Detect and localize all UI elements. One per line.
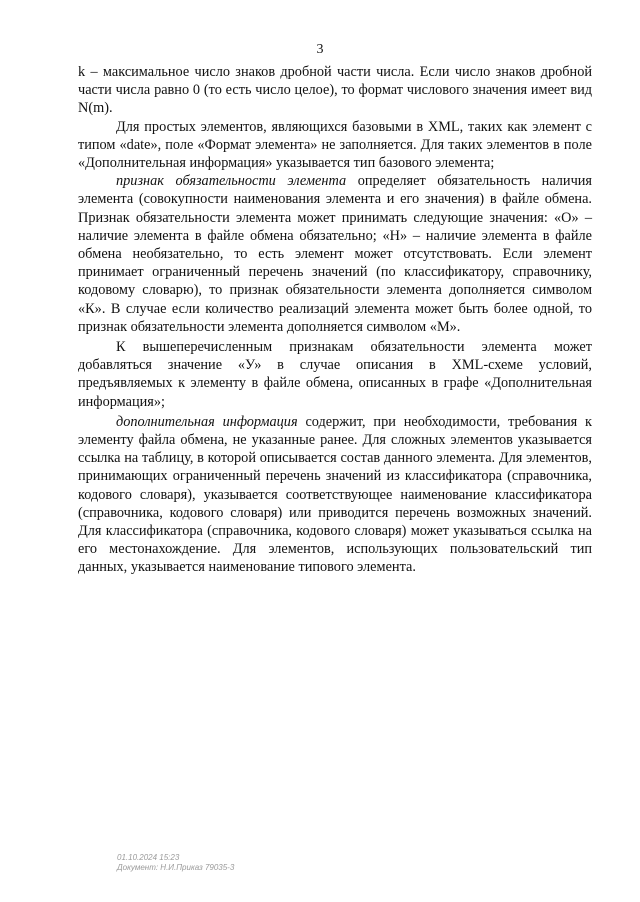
paragraph-simple-elements: Для простых элементов, являющихся базовыми в XML, таких как элемент с типом «date», поле «Формат элемента» не заполняется. Для таких элементов в поле «Дополнительная информация» указывается тип базового элемента; bbox=[78, 118, 592, 172]
term-additional-info: дополнительная информация bbox=[116, 413, 298, 430]
paragraph-format-continuation: k – максимальное число знаков дробной части числа. Если число знаков дробной части числа равно 0 (то есть число целое), то формат числового значения имеет вид N(m). bbox=[78, 64, 592, 117]
document-footer-stamp bbox=[117, 853, 234, 873]
document-body bbox=[78, 63, 592, 577]
paragraph-additional-info bbox=[78, 413, 592, 577]
obligation-sign-text: определяет обязательность наличия элемента (совокупности наименования элемента и его значения) в файле обмена. Признак обязательности элемента может принимать следующие значения: «О» – наличие элемента в файле обмена обязательно; «Н» – наличие элемента в файле обмена необязательно, то есть элемент может отсутствовать. Если элемент принимает ограниченный перечень значений (по классификатору, справочнику, кодовому словарю), то признак обязательности элемента дополняется символом «К». В случае если количество реализаций элемента может быть более одной, то признак обязательности элемента дополняется символом «М». bbox=[78, 173, 592, 335]
page-number: 3 bbox=[316, 42, 324, 57]
paragraph-obligation-sign bbox=[78, 172, 592, 336]
footer-timestamp: 01.10.2024 15:23 bbox=[117, 853, 180, 862]
additional-info-text: содержит, при необходимости, требования к элементу файла обмена, не указанные ранее. Для сложных элементов указывается ссылка на таблицу, в которой описывается состав данного элемента. Для элементов, принимающих ограниченный перечень значений из классификатора (справочника, кодового словаря), указывается соответствующее наименование классификатора (справочника, кодового словаря) или приводится перечень возможных значений. Для классификатора (справочника, кодового словаря) может указываться ссылка на его местонахождение. Для элементов, использующих пользовательский тип данных, указывается наименование типового элемента. bbox=[78, 413, 592, 576]
paragraph-value-u: К вышеперечисленным признакам обязательности элемента может добавляться значение «У» в случае описания в XML-схеме условий, предъявляемых к элементу в файле обмена, описанных в графе «Дополнительная информация»; bbox=[78, 339, 592, 410]
term-obligation-sign: признак обязательности элемента bbox=[116, 173, 347, 190]
footer-document-ref: Документ: Н.И.Приказ 79035-3 bbox=[117, 863, 235, 872]
